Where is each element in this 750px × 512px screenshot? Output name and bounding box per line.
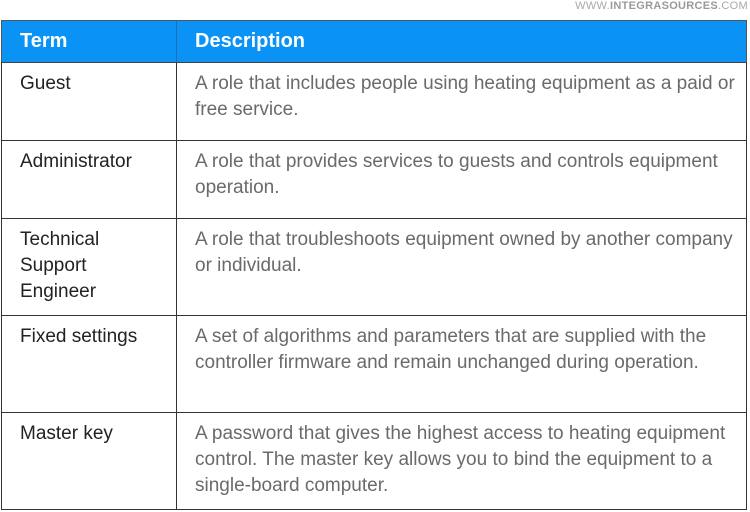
description-cell: A set of algorithms and parameters that are supplied with the controller firmware and remain unchanged during operation. bbox=[177, 316, 747, 413]
header-term: Term bbox=[2, 21, 177, 63]
description-cell: A role that includes people using heating equipment as a paid or free service. bbox=[177, 63, 747, 141]
table-row bbox=[2, 219, 747, 316]
table-row bbox=[2, 316, 747, 413]
term-cell: Administrator bbox=[2, 141, 177, 219]
term-cell: Technical Support Engineer bbox=[2, 219, 177, 316]
term-cell: Guest bbox=[2, 63, 177, 141]
terms-table bbox=[1, 20, 747, 510]
term-cell: Master key bbox=[2, 413, 177, 510]
description-cell: A role that troubleshoots equipment owned by another company or individual. bbox=[177, 219, 747, 316]
watermark bbox=[575, 0, 748, 14]
table-row bbox=[2, 141, 747, 219]
watermark-suffix: .COM bbox=[718, 0, 748, 12]
term-cell: Fixed settings bbox=[2, 316, 177, 413]
table-row bbox=[2, 63, 747, 141]
description-cell: A role that provides services to guests and controls equipment operation. bbox=[177, 141, 747, 219]
watermark-brand: INTEGRASOURCES bbox=[609, 0, 719, 12]
table-row bbox=[2, 413, 747, 510]
header-row bbox=[2, 21, 747, 63]
header-description: Description bbox=[177, 21, 747, 63]
watermark-prefix: WWW. bbox=[575, 0, 610, 12]
description-cell: A password that gives the highest access to heating equipment control. The master key allows you to bind the equipment to a single-board computer. bbox=[177, 413, 747, 510]
